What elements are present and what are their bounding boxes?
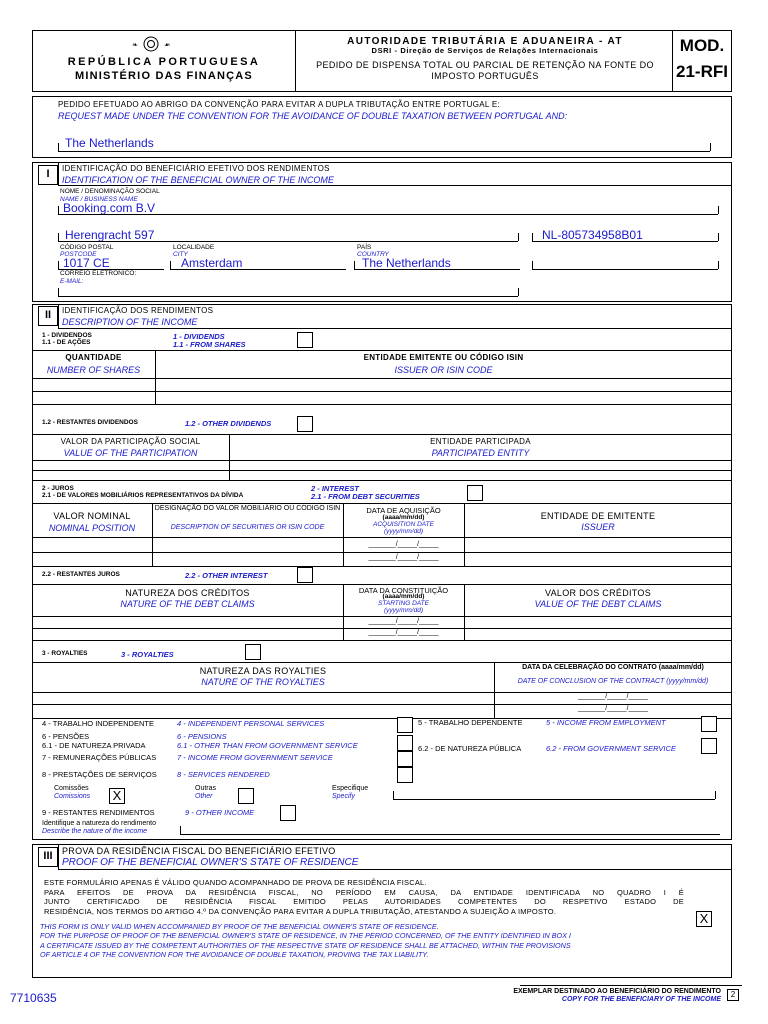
pensions-label-pt: 6 - PENSÕES [42, 732, 90, 741]
public-pension-label-pt: 6.2 - DE NATUREZA PÚBLICA [418, 744, 522, 753]
contract-date-field[interactable]: _______/_____/_____ [577, 693, 649, 700]
emitter-header-en: ISSUER [581, 522, 615, 532]
other-income-label-en: 9 - OTHER INCOME [185, 808, 255, 817]
header-divider [295, 30, 296, 92]
tax-id-field[interactable]: NL-805734958B01 [542, 228, 643, 242]
residence-text-en-line: FOR THE PURPOSE OF PROOF OF THE BENEFICIAL OWNER'S STATE OF RESIDENCE, IN THE PERIOD CONCERNED, OF THE ENTITY IDENTIFIED IN BOX I [40, 931, 571, 941]
email-label-pt: CORREIO ELETRÓNICO: [60, 270, 137, 277]
participated-header-pt: ENTIDADE PARTICIPADA [430, 437, 531, 446]
private-pension-label-en: 6.1 - OTHER THAN FROM GOVERNMENT SERVICE [177, 741, 358, 750]
table-rule [32, 470, 732, 471]
acquisition-date-field[interactable]: _______/_____/_____ [368, 554, 439, 561]
public-remuneration-label-en: 7 - INCOME FROM GOVERNMENT SERVICE [177, 753, 333, 762]
svg-text:❧: ❧ [132, 41, 138, 49]
other-dividends-label-en: 1.2 - OTHER DIVIDENDS [185, 419, 272, 428]
independent-label-en: 4 - INDEPENDENT PERSONAL SERVICES [177, 719, 325, 728]
table-rule [32, 566, 732, 567]
pensions-label-en: 6 - PENSIONS [177, 732, 227, 741]
request-country-field[interactable]: The Netherlands [65, 136, 154, 150]
field-underline [354, 269, 520, 270]
residence-text-en-line: THIS FORM IS ONLY VALID WHEN ACCOMPANIED BY PROOF OF THE BENEFICIAL OWNER'S STATE OF RESIDENCE. [40, 922, 439, 931]
field-underline [532, 269, 718, 270]
private-pension-checkbox[interactable] [397, 735, 413, 751]
table-rule [32, 640, 732, 641]
table-rule [32, 537, 732, 538]
postcode-label-pt: CÓDIGO POSTAL [60, 244, 114, 251]
acquisition-format-en: (yyyy/mm/dd) [384, 528, 423, 535]
participated-header-en: PARTICIPATED ENTITY [431, 448, 530, 458]
page-number: 2 [727, 989, 739, 1001]
table-rule [32, 480, 732, 481]
specify-label-pt: Especifique [332, 785, 369, 792]
starting-date-format-en: (yyyy/mm/dd) [384, 607, 423, 614]
request-label-en: REQUEST MADE UNDER THE CONVENTION FOR THE AVOIDANCE OF DOUBLE TAXATION BETWEEN PORTUGAL AND: [58, 111, 568, 121]
royalties-label-pt: 3 - ROYALTIES [42, 650, 88, 657]
field-bracket [58, 288, 59, 296]
interest-label-pt: 2 - JUROS [42, 485, 74, 492]
public-remuneration-checkbox[interactable] [397, 751, 413, 767]
identify-label-en: Describe the nature of the income [42, 828, 148, 835]
table-rule [32, 552, 732, 553]
identify-label-pt: Identifique a natureza do rendimento [42, 820, 157, 827]
email-label-en: E-MAIL: [60, 278, 84, 285]
royalty-nature-header-en: NATURE OF THE ROYALTIES [201, 677, 325, 687]
country-field[interactable]: The Netherlands [362, 256, 451, 270]
services-label-pt: 8 - PRESTAÇÕES DE SERVIÇOS [42, 770, 157, 779]
svg-text:☙: ☙ [164, 41, 171, 49]
section-2-title-pt: IDENTIFICAÇÃO DOS RENDIMENTOS [62, 306, 214, 315]
residence-text-pt-line: ESTE FORMULÁRIO APENAS É VÁLIDO QUANDO ACOMPANHADO DE PROVA DE RESIDÊNCIA FISCAL. [44, 878, 427, 887]
dividends-label-en: 1 - DIVIDENDS [173, 332, 225, 341]
starting-date-header-pt: DATA DA CONSTITUIÇÃO [358, 586, 449, 595]
debt-value-header-en: VALUE OF THE DEBT CLAIMS [534, 599, 662, 609]
other-interest-label-en: 2.2 - OTHER INTEREST [185, 571, 268, 580]
nominal-header-en: NOMINAL POSITION [48, 523, 136, 533]
table-rule [32, 616, 732, 617]
debt-securities-label-pt: 2.1 - DE VALORES MOBILIÁRIOS REPRESENTATIVOS DA DÍVIDA [42, 492, 244, 499]
emitter-header-pt: ENTIDADE DE EMITENTE [540, 511, 656, 521]
directorate-name: DSRI - Direção de Serviços de Relações Internacionais [371, 46, 599, 55]
qty-header-en: NUMBER OF SHARES [46, 365, 141, 375]
table-rule [32, 404, 732, 405]
field-bracket [58, 261, 59, 269]
header-divider [672, 30, 673, 92]
starting-date-field[interactable]: _______/_____/_____ [368, 629, 439, 636]
document-code: 7710635 [10, 991, 57, 1005]
security-header-en: DESCRIPTION OF SECURITIES OR ISIN CODE [170, 524, 325, 531]
issuer-header-en: ISSUER OR ISIN CODE [394, 365, 493, 375]
table-rule [32, 460, 732, 461]
table-rule [32, 503, 732, 504]
table-rule [32, 391, 732, 392]
royalties-label-en: 3 - ROYALTIES [121, 650, 174, 659]
employment-label-pt: 5 - TRABALHO DEPENDENTE [418, 718, 523, 727]
employment-checkbox[interactable] [701, 716, 717, 732]
table-rule [32, 350, 732, 351]
address-field[interactable]: Herengracht 597 [65, 228, 155, 242]
contract-date-header-pt: DATA DA CELEBRAÇÃO DO CONTRATO (aaaa/mm/dd) [522, 664, 704, 671]
field-bracket [58, 206, 59, 214]
public-pension-label-en: 6.2 - FROM GOVERNMENT SERVICE [546, 744, 676, 753]
royalties-checkbox[interactable] [245, 644, 261, 660]
field-bracket [180, 826, 181, 834]
field-bracket [518, 233, 519, 241]
copy-label-pt: EXEMPLAR DESTINADO AO BENEFICIÁRIO DO RENDIMENTO [513, 988, 721, 995]
debt-nature-header-en: NATURE OF THE DEBT CLAIMS [120, 599, 255, 609]
commissions-label-pt: Comissões [54, 785, 89, 792]
interest-label-en: 2 - INTEREST [311, 484, 359, 493]
starting-date-field[interactable]: _______/_____/_____ [368, 618, 439, 625]
form-code-line1: MOD. [679, 36, 725, 55]
acquisition-header-pt: DATA DE AQUISIÇÃO [366, 506, 441, 515]
acquisition-header-en: ACQUISITION DATE [373, 521, 434, 528]
acquisition-format-pt: (aaaa/mm/dd) [382, 514, 425, 521]
section-1-title-pt: IDENTIFICAÇÃO DO BENEFICIÁRIO EFETIVO DOS RENDIMENTOS [62, 164, 330, 173]
table-rule [32, 434, 732, 435]
independent-label-pt: 4 - TRABALHO INDEPENDENTE [42, 719, 154, 728]
section-3-number: III [43, 850, 53, 862]
contract-date-header-en: DATE OF CONCLUSION OF THE CONTRACT (yyyy/mm/dd) [517, 678, 709, 685]
other-services-checkbox[interactable] [238, 788, 254, 804]
name-label-en: NAME / BUSINESS NAME [60, 196, 138, 203]
residence-text-en-line: OF ARTICLE 4 OF THE CONVENTION FOR THE AVOIDANCE OF DOUBLE TAXATION, PROVING THE TAX LIABILITY. [40, 950, 429, 960]
residence-text-pt-line: RESIDÊNCIA, NOS TERMOS DO ARTIGO 4.º DA CONVENÇÃO PARA EVITAR A DUPLA TRIBUTAÇÃO, ATESTANDO A SUJEIÇÃO A IMPOSTO. [44, 906, 557, 916]
postcode-field[interactable]: 1017 CE [63, 256, 110, 270]
others-label-pt: Outras [195, 785, 217, 792]
dividends-shares-checkbox[interactable] [297, 332, 313, 348]
field-underline [170, 269, 346, 270]
authority-name: AUTORIDADE TRIBUTÁRIA E ADUANEIRA - AT [347, 36, 623, 47]
public-pension-checkbox[interactable] [701, 738, 717, 754]
field-bracket [58, 143, 59, 151]
field-underline [58, 151, 710, 152]
services-checkbox[interactable] [397, 767, 413, 783]
field-bracket [170, 261, 171, 269]
contract-date-field[interactable]: _______/_____/_____ [577, 705, 649, 712]
field-bracket [518, 288, 519, 296]
commissions-checkbox[interactable]: X [109, 788, 125, 804]
other-income-checkbox[interactable] [280, 805, 296, 821]
country-name: REPÚBLICA PORTUGUESA [67, 56, 261, 68]
public-remuneration-label-pt: 7 - REMUNERAÇÕES PÚBLICAS [42, 753, 157, 762]
form-title: PEDIDO DE DISPENSA TOTAL OU PARCIAL DE RETENÇÃO NA FONTE DO IMPOSTO PORTUGUÊS [316, 60, 654, 81]
other-dividends-label-pt: 1.2 - RESTANTES DIVIDENDOS [42, 419, 138, 426]
starting-date-header-en: STARTING DATE [378, 600, 429, 607]
field-bracket [710, 143, 711, 151]
ministry-name: MINISTÉRIO DAS FINANÇAS [75, 70, 253, 82]
field-underline [532, 241, 718, 242]
field-bracket [58, 233, 59, 241]
independent-services-checkbox[interactable] [397, 717, 413, 733]
table-rule [32, 584, 732, 585]
section-2-number: II [44, 309, 52, 321]
section-1-number: I [46, 168, 50, 180]
table-rule [32, 378, 732, 379]
specify-field[interactable] [393, 799, 715, 800]
city-label-pt: LOCALIDADE [173, 244, 215, 251]
field-bracket [393, 791, 394, 799]
email-field[interactable] [58, 296, 518, 297]
postcode-label-en: POSTCODE [60, 251, 97, 258]
footer-rule [520, 985, 742, 986]
other-interest-label-pt: 2.2 - RESTANTES JUROS [42, 571, 120, 578]
section-1-title-en: IDENTIFICATION OF THE BENEFICIAL OWNER OF THE INCOME [62, 175, 334, 185]
dividends-label-pt: 1 - DIVIDENDOS [42, 332, 92, 339]
copy-label-en: COPY FOR THE BENEFICIARY OF THE INCOME [561, 996, 721, 1003]
employment-label-en: 5 - INCOME FROM EMPLOYMENT [546, 718, 666, 727]
field-bracket [718, 206, 719, 214]
coat-of-arms-icon [126, 35, 176, 53]
name-label-pt: NOME / DENOMINAÇÃO SOCIAL [60, 188, 160, 195]
specify-label-en: Specify [332, 793, 355, 800]
field-bracket [532, 233, 533, 241]
debt-securities-checkbox[interactable] [467, 485, 483, 501]
participation-header-pt: VALOR DA PARTICIPAÇÃO SOCIAL [60, 437, 201, 446]
starting-date-format-pt: (aaaa/mm/dd) [382, 593, 425, 600]
residence-text-en [40, 922, 700, 960]
debt-nature-header-pt: NATUREZA DOS CRÉDITOS [125, 588, 250, 598]
others-label-en: Other [195, 793, 213, 800]
other-income-label-pt: 9 - RESTANTES RENDIMENTOS [42, 808, 155, 817]
section-3-title-pt: PROVA DA RESIDÊNCIA FISCAL DO BENEFICIÁRIO EFETIVO [62, 846, 336, 856]
residence-text-pt-line: JUNTO CERTIFICADO DE RESIDÊNCIA FISCAL EMITIDO PELAS AUTORIDADES COMPETENTES DO RESPETIVO ESTADO DE [44, 897, 684, 907]
acquisition-date-field[interactable]: _______/_____/_____ [368, 541, 439, 548]
section-2-title-en: DESCRIPTION OF THE INCOME [62, 317, 198, 327]
private-pension-label-pt: 6.1 - DE NATUREZA PRIVADA [42, 741, 146, 750]
field-bracket [718, 233, 719, 241]
other-dividends-checkbox[interactable] [297, 416, 313, 432]
field-bracket [715, 791, 716, 799]
from-shares-label-en: 1.1 - FROM SHARES [173, 340, 246, 349]
from-shares-label-pt: 1.1 - DE AÇÕES [42, 339, 91, 346]
request-label-pt: PEDIDO EFETUADO AO ABRIGO DA CONVENÇÃO PARA EVITAR A DUPLA TRIBUTAÇÃO ENTRE PORTUGAL E: [58, 100, 501, 109]
field-bracket [532, 261, 533, 269]
field-underline [58, 241, 518, 242]
royalty-nature-header-pt: NATUREZA DAS ROYALTIES [199, 666, 327, 676]
field-bracket [354, 261, 355, 269]
qty-header-pt: QUANTIDADE [65, 353, 122, 362]
other-interest-checkbox[interactable] [297, 567, 313, 583]
nominal-header-pt: VALOR NOMINAL [53, 511, 131, 521]
city-label-en: CITY [173, 251, 188, 258]
commissions-label-en: Comissions [54, 793, 91, 800]
field-bracket [718, 261, 719, 269]
participation-header-en: VALUE OF THE PARTICIPATION [63, 448, 198, 458]
section-3-title-en: PROOF OF THE BENEFICIAL OWNER'S STATE OF RESIDENCE [62, 857, 359, 868]
residence-text-pt [44, 878, 684, 916]
country-label-pt: PAÍS [357, 244, 372, 251]
table-rule [32, 662, 732, 663]
debt-securities-label-en: 2.1 - FROM DEBT SECURITIES [311, 492, 420, 501]
residence-proof-checkbox[interactable]: X [696, 911, 712, 927]
services-label-en: 8 - SERVICES RENDERED [177, 770, 270, 779]
income-nature-field[interactable] [180, 834, 720, 835]
security-header-pt: DESIGNAÇÃO DO VALOR MOBILIÁRIO OU CÓDIGO ISIN [154, 505, 341, 512]
residence-text-pt-line: PARA EFEITOS DE PROVA DA RESIDÊNCIA FISCAL, NO PERÍODO EM CAUSA, DA ENTIDADE IDENTIFICADA NO QUADRO I É [44, 887, 684, 897]
issuer-header-pt: ENTIDADE EMITENTE OU CÓDIGO ISIN [363, 353, 524, 362]
field-underline [58, 214, 718, 215]
city-field[interactable]: Amsterdam [181, 256, 243, 270]
country-label-en: COUNTRY [357, 251, 389, 258]
debt-value-header-pt: VALOR DOS CRÉDITOS [544, 588, 652, 598]
name-field[interactable]: Booking.com B.V [63, 201, 156, 215]
residence-text-en-line: A CERTIFICATE ISSUED BY THE COMPETENT AUTHORITIES OF THE RESPECTIVE STATE OF RESIDENCE SHALL BE ATTACHED, WITHIN THE PROVISIONS [40, 940, 571, 950]
form-code-line2: 21-RFI [676, 62, 728, 81]
